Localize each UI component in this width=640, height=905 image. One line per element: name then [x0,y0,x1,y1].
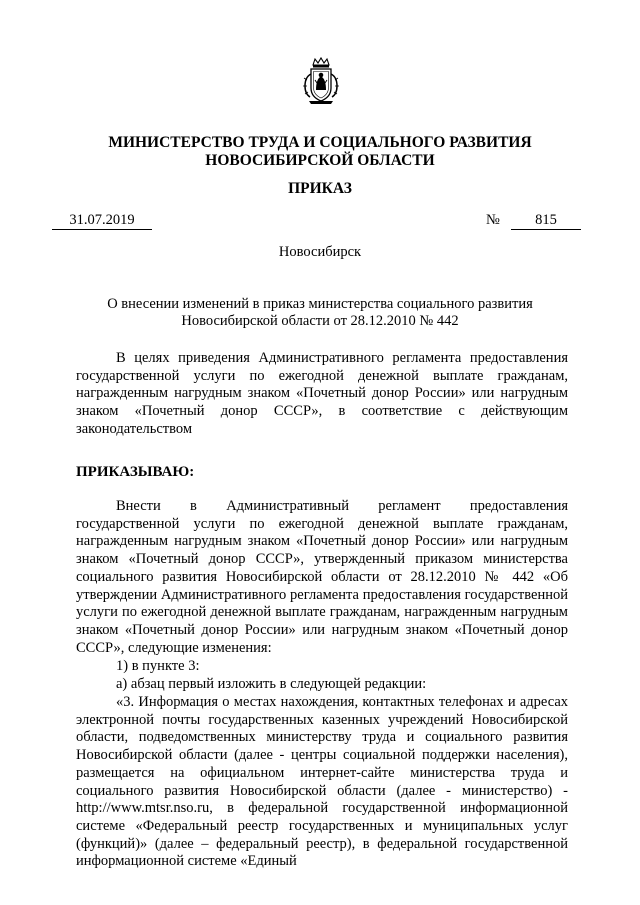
subject-line-1: О внесении изменений в приказ министерства социального развития [107,296,533,312]
ministry-line-1: МИНИСТЕРСТВО ТРУДА И СОЦИАЛЬНОГО РАЗВИТИЯ [108,134,532,151]
document-subject [100,296,540,330]
subject-line-2: Новосибирской области от 28.12.2010 № 442 [181,313,459,329]
item-3-text: «3. Информация о местах нахождения, контактных телефонах и адресах электронной почты государственных казенных учреждений Новосибирской области, подведомственных министерству труда и социального развития Новосибирской области (далее - центры социальной поддержки населения), размещается на официальном интернет-сайте министерства труда и социального развития Новосибирской области (далее - министерство) - http://www.mtsr.nso.ru, в федеральной государственной информационной системе «Федеральный реестр государственных и муниципальных услуг (функций)» (далее – федеральный реестр), в федеральной государственной информационной системе «Единый [76,694,568,870]
main-paragraph: Внести в Административный регламент предоставления государственной услуги по ежегодной денежной выплате гражданам, награжденным нагрудным знаком «Почетный донор России» или нагрудным знаком «Почетный донор СССР», утвержденный приказом министерства социального развития Новосибирской области от 28.12.2010 № 442 «Об утверждении Административного регламента предоставления государственной услуги по ежегодной денежной выплате гражданам, награжденным нагрудным знаком «Почетный донор России» или нагрудным знаком «Почетный донор СССР», следующие изменения: [76,498,568,656]
document-date: 31.07.2019 [52,212,152,230]
item-1: 1) в пункте 3: [116,658,200,674]
intro-paragraph: В целях приведения Административного регламента предоставления государственной услуги по ежегодной денежной выплате гражданам, награжденным нагрудным знаком «Почетный донор России» или нагрудным знаком «Почетный донор СССР», в соответствие с действующим законодательством [76,350,568,437]
ministry-line-2: НОВОСИБИРСКОЙ ОБЛАСТИ [205,152,435,169]
document-number: 815 [511,212,581,230]
ministry-name [60,134,580,170]
coat-of-arms-icon [301,56,341,106]
number-sign: № [486,212,500,228]
item-a: а) абзац первый изложить в следующей редакции: [116,676,427,692]
city: Новосибирск [278,244,362,260]
order-word: ПРИКАЗЫВАЮ: [76,464,195,480]
document-type: ПРИКАЗ [288,180,352,197]
